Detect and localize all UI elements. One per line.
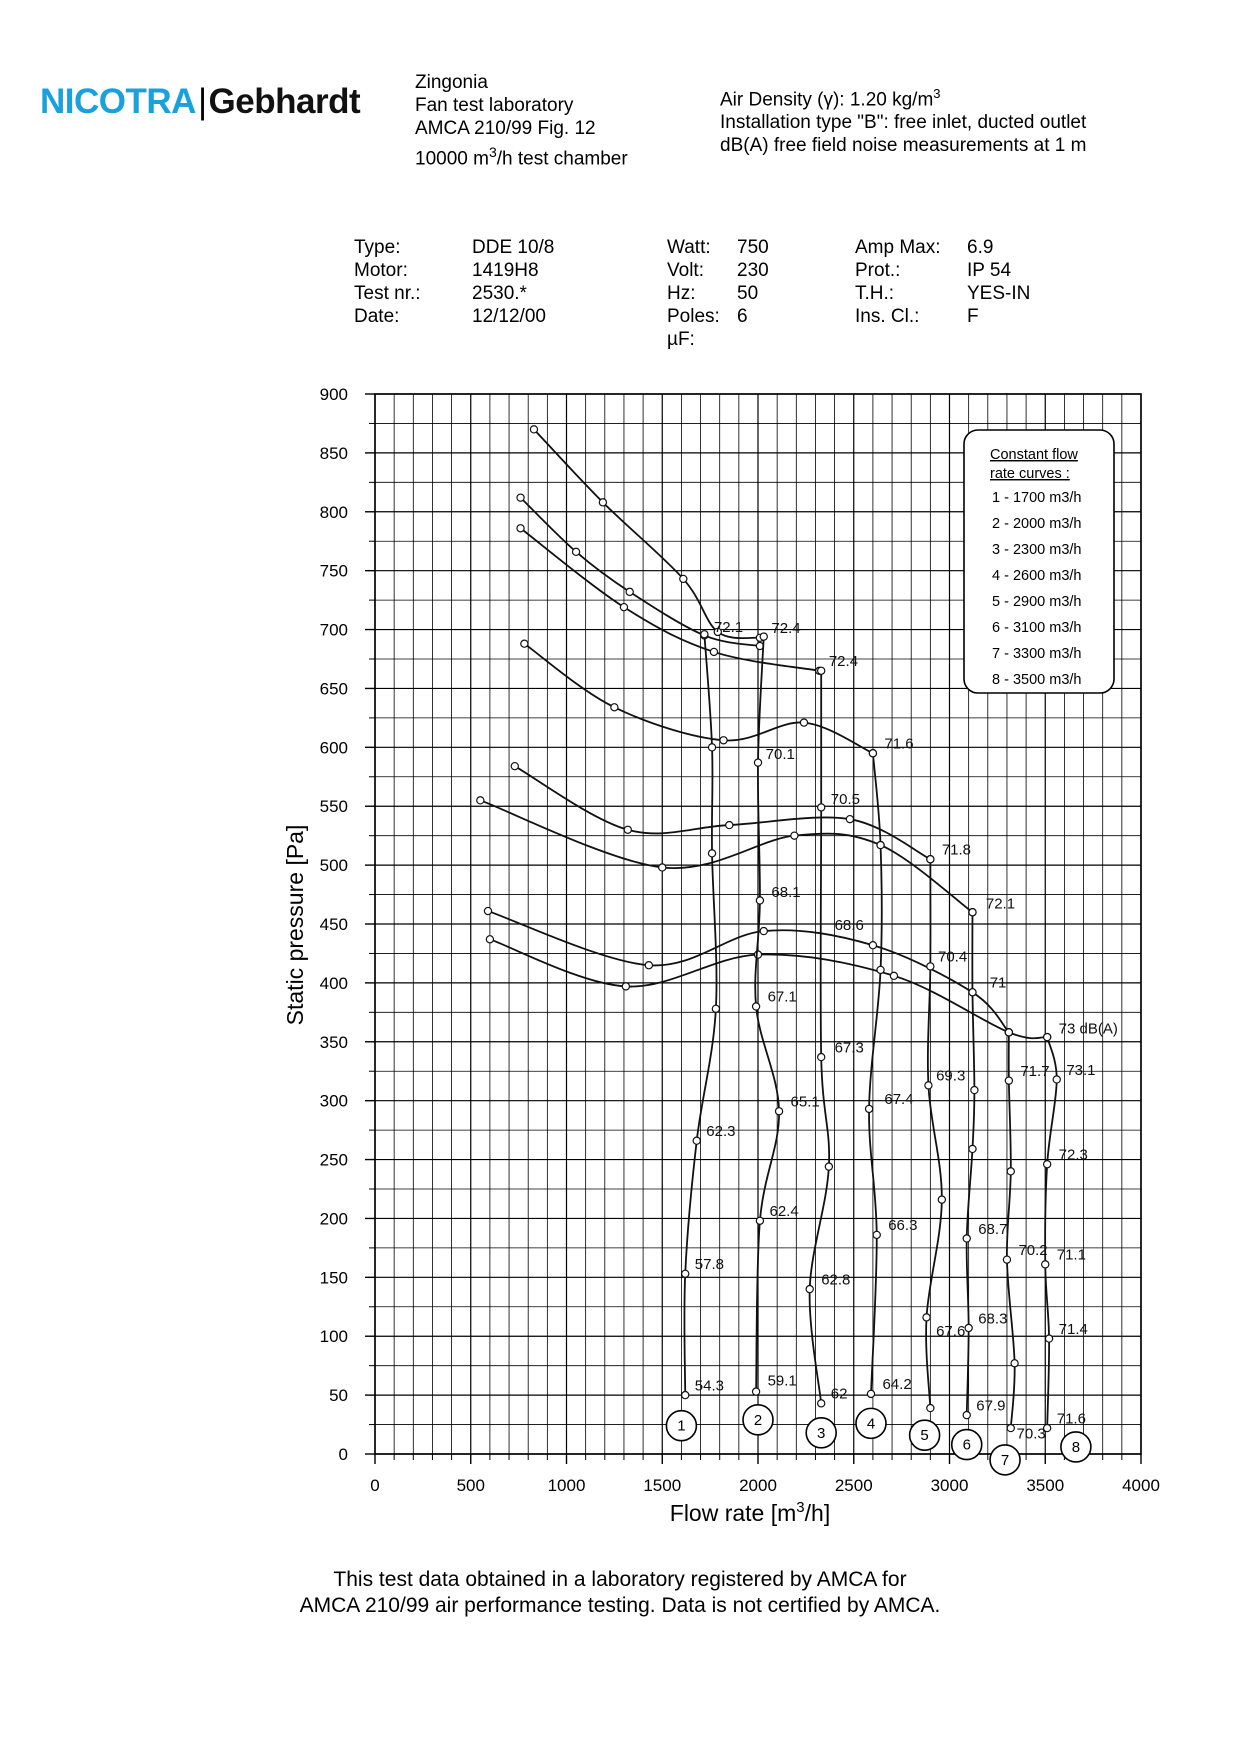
legend-entry: 1 - 1700 m3/h: [992, 490, 1082, 506]
constant-flow-curve-point: [806, 1286, 813, 1293]
constant-flow-curve-point: [701, 631, 708, 638]
constant-flow-curve-point: [873, 1231, 880, 1238]
constant-flow-curve-point: [969, 909, 976, 916]
constant-flow-curve-point: [760, 633, 767, 640]
x-axis-label: [670, 1499, 830, 1526]
spec-value-volt: 230: [737, 260, 769, 281]
legend-entry: 5 - 2900 m3/h: [992, 594, 1082, 610]
constant-flow-curve-point: [927, 1404, 934, 1411]
fan-curve-point: [521, 640, 528, 647]
constant-flow-curve-point: [867, 1390, 874, 1397]
y-tick-label: 200: [319, 1209, 348, 1229]
constant-flow-curve-point: [693, 1137, 700, 1144]
spec-label: Volt:: [667, 260, 704, 281]
y-tick-label: 650: [319, 679, 348, 699]
noise-label: 71.8: [941, 841, 972, 859]
spec-value-poles: 6: [737, 306, 748, 327]
constant-flow-curve-point: [708, 850, 715, 857]
constant-flow-curve-point: [708, 744, 715, 751]
x-tick-label: 3000: [930, 1476, 969, 1495]
spec-label: Amp Max:: [855, 237, 941, 258]
brand-name-gebhardt: Gebhardt: [208, 82, 361, 121]
constant-flow-curve-point: [927, 856, 934, 863]
noise-label: 71.1: [1056, 1246, 1086, 1264]
fan-curve-point: [846, 816, 853, 823]
spec-value-amp-max: 6.9: [967, 237, 994, 258]
y-tick-label: 50: [329, 1386, 348, 1406]
spec-value-hz: 50: [737, 283, 759, 304]
spec-label: Poles:: [667, 306, 720, 327]
fan-curve-line: [480, 800, 972, 912]
constant-flow-curve-point: [756, 897, 763, 904]
x-tick-label: 4000: [1122, 1476, 1160, 1495]
constant-flow-curve-point: [1005, 1029, 1012, 1036]
fan-curve-point: [710, 648, 717, 655]
footer-line-1: This test data obtained in a laboratory registered by AMCA for: [333, 1568, 907, 1591]
constant-flow-curve-line: [967, 912, 975, 1415]
x-tick-label: 3500: [1026, 1476, 1065, 1495]
noise-label: 70.5: [830, 790, 860, 808]
fan-curve-point: [791, 832, 798, 839]
legend-entry: 4 - 2600 m3/h: [992, 568, 1082, 584]
noise-label: 73.1: [1066, 1061, 1096, 1079]
constant-flow-curve-point: [925, 1082, 932, 1089]
fan-curve-point: [720, 737, 727, 744]
curve-marker-label: 3: [817, 1424, 826, 1442]
legend-title-line: rate curves :: [990, 466, 1070, 482]
y-tick-label: 350: [319, 1032, 348, 1052]
constant-flow-curve-point: [1044, 1033, 1051, 1040]
constant-flow-curve-point: [752, 1388, 759, 1395]
fan-curve-point: [622, 983, 629, 990]
x-tick-label: 500: [456, 1476, 485, 1495]
x-axis-label-pre: Flow rate [m: [669, 1500, 797, 1526]
x-tick-label: 1500: [643, 1476, 682, 1495]
fan-curve-point: [645, 962, 652, 969]
constant-flow-curve-line: [810, 671, 830, 1404]
constant-flow-curve-point: [818, 804, 825, 811]
x-tick-label: 2000: [739, 1476, 777, 1495]
air-density-text: Air Density (γ): 1.20 kg/m: [720, 89, 934, 111]
spec-label: Watt:: [667, 237, 711, 258]
noise-label: 62.4: [769, 1203, 799, 1221]
noise-label: 71.6: [884, 735, 914, 753]
fan-curve-point: [572, 548, 579, 555]
constant-flow-curve-line: [869, 753, 882, 1394]
constant-flow-curve-point: [938, 1196, 945, 1203]
spec-value-motor: 1419H8: [472, 260, 539, 281]
fan-curve-point: [800, 719, 807, 726]
constant-flow-curve-point: [923, 1314, 930, 1321]
legend-entry: 6 - 3100 m3/h: [992, 620, 1082, 636]
x-tick-label: 2500: [834, 1476, 873, 1495]
constant-flow-curve-point: [865, 1105, 872, 1112]
fan-curve-point: [890, 972, 897, 979]
noise-measurement: dB(A) free field noise measurements at 1 m: [720, 135, 1087, 157]
constant-flow-curve-point: [965, 1324, 972, 1331]
brand-separator: |: [197, 82, 207, 121]
spec-value-ins-cl: F: [967, 306, 979, 327]
lab-location: Zingonia: [415, 72, 488, 93]
x-tick-label: 0: [370, 1476, 380, 1495]
noise-label: 62.3: [706, 1123, 736, 1140]
spec-label: Test nr.:: [354, 283, 421, 304]
spec-label: Ins. Cl.:: [855, 306, 920, 327]
noise-label: 62.8: [821, 1271, 851, 1289]
noise-label: 72.3: [1058, 1146, 1088, 1164]
constant-flow-curve-point: [712, 1005, 719, 1012]
curve-marker-label: 6: [962, 1436, 971, 1454]
spec-label: Hz:: [667, 283, 696, 304]
spec-value-watt: 750: [737, 237, 769, 258]
constant-flow-curve-point: [1053, 1076, 1060, 1083]
constant-flow-curve-line: [1007, 1032, 1015, 1428]
fan-curve-point: [486, 936, 493, 943]
noise-label: 67.6: [936, 1323, 966, 1341]
noise-label: 71.7: [1020, 1062, 1050, 1080]
constant-flow-curve-point: [1003, 1256, 1010, 1263]
curve-marker-label: 2: [753, 1411, 763, 1429]
fan-curve-line: [515, 766, 931, 859]
spec-label: T.H.:: [855, 283, 895, 304]
fan-curve-point: [517, 525, 524, 532]
noise-label: 67.4: [884, 1091, 914, 1109]
fan-curve-line: [521, 528, 820, 671]
y-tick-label: 600: [319, 738, 348, 758]
legend-entry: 2 - 2000 m3/h: [992, 516, 1082, 532]
constant-flow-curve-point: [877, 966, 884, 973]
lab-standard: AMCA 210/99 Fig. 12: [415, 118, 596, 139]
y-tick-label: 250: [319, 1150, 348, 1170]
spec-value-prot: IP 54: [967, 260, 1012, 281]
curve-marker-label: 7: [1000, 1451, 1010, 1469]
fan-curve-point: [726, 821, 733, 828]
brand-name-nicotra: NICOTRA: [40, 82, 196, 121]
noise-label: 54.3: [694, 1377, 725, 1395]
constant-flow-curve-point: [752, 1003, 759, 1010]
fan-curve-point: [517, 494, 524, 501]
noise-label: 67.3: [834, 1039, 864, 1057]
constant-flow-curve-point: [775, 1108, 782, 1115]
fan-curve-point: [530, 426, 537, 433]
fan-curve-point: [611, 704, 618, 711]
noise-label: 70.3: [1016, 1425, 1046, 1443]
spec-label: Motor:: [354, 260, 408, 281]
noise-label: 67.1: [767, 988, 797, 1006]
constant-flow-curve-point: [877, 841, 884, 848]
noise-label: 72.1: [713, 618, 744, 636]
constant-flow-curve-point: [825, 1163, 832, 1170]
spec-value-test-nr: 2530.*: [472, 283, 527, 304]
legend-entry: 7 - 3300 m3/h: [992, 646, 1082, 662]
curve-marker-label: 8: [1071, 1438, 1081, 1456]
noise-label: 57.8: [694, 1256, 725, 1274]
constant-flow-curve-point: [818, 1053, 825, 1060]
spec-label: µF:: [667, 329, 695, 350]
constant-flow-curve-point: [682, 1270, 689, 1277]
noise-label: 71: [989, 974, 1007, 992]
spec-value-th: YES-IN: [967, 283, 1031, 304]
spec-label: Date:: [354, 306, 400, 327]
curve-marker-label: 1: [677, 1417, 686, 1435]
x-tick-label: 1000: [547, 1476, 586, 1495]
noise-label: 59.1: [767, 1372, 797, 1390]
constant-flow-curve-point: [963, 1235, 970, 1242]
constant-flow-curve-point: [818, 667, 825, 674]
constant-flow-curve-point: [969, 1145, 976, 1152]
y-tick-label: 800: [319, 502, 348, 522]
fan-curve-point: [626, 588, 633, 595]
constant-flow-curve-line: [1045, 1037, 1057, 1428]
fan-curve-point: [659, 864, 666, 871]
constant-flow-curve-point: [682, 1392, 689, 1399]
noise-label: 68.1: [771, 883, 801, 901]
noise-label: 62: [830, 1385, 848, 1403]
air-density-sup: 3: [933, 86, 941, 101]
y-axis-label: Static pressure [Pa]: [282, 824, 308, 1026]
footer-disclaimer: [0, 1567, 1240, 1619]
fan-curve-point: [680, 575, 687, 582]
y-tick-label: 300: [319, 1091, 348, 1111]
fan-curve-point: [869, 942, 876, 949]
legend-entry: 8 - 3500 m3/h: [992, 672, 1082, 688]
constant-flow-curve-point: [969, 989, 976, 996]
constant-flow-curve-point: [1044, 1161, 1051, 1168]
y-tick-label: 550: [319, 797, 348, 817]
constant-flow-curve-point: [1007, 1424, 1014, 1431]
noise-label: 66.3: [888, 1217, 918, 1235]
noise-label: 67.9: [976, 1397, 1006, 1415]
fan-curve-point: [599, 499, 606, 506]
fan-curve-point: [484, 907, 491, 914]
legend: [964, 430, 1114, 693]
x-axis-label-sup: 3: [796, 1499, 805, 1516]
noise-label: 72.4: [828, 653, 859, 671]
lab-name: Fan test laboratory: [415, 95, 574, 116]
noise-label: 71.4: [1058, 1320, 1088, 1338]
noise-label: 65.1: [790, 1093, 820, 1111]
y-tick-label: 500: [319, 856, 348, 876]
lab-chamber-sup: 3: [488, 144, 497, 160]
y-tick-label: 900: [319, 385, 348, 404]
constant-flow-curve-point: [869, 750, 876, 757]
spec-label: Prot.:: [855, 260, 901, 281]
fan-curve-line: [534, 429, 760, 638]
noise-label: 70.4: [938, 948, 968, 966]
installation-type: Installation type "B": free inlet, ducted outlet: [720, 112, 1087, 134]
constant-flow-curve-point: [963, 1412, 970, 1419]
noise-label: 73 dB(A): [1058, 1020, 1118, 1038]
footer-line-2: AMCA 210/99 air performance testing. Data is not certified by AMCA.: [299, 1594, 941, 1617]
noise-label: 71.6: [1056, 1410, 1086, 1428]
lab-chamber-pre: 10000 m: [415, 148, 489, 170]
noise-label: 69.3: [936, 1067, 966, 1085]
y-tick-label: 850: [319, 443, 348, 463]
legend-entry: 3 - 2300 m3/h: [992, 542, 1082, 558]
constant-flow-curve-point: [927, 963, 934, 970]
fan-curve-point: [624, 826, 631, 833]
fan-curve-point: [754, 951, 761, 958]
y-tick-label: 150: [319, 1268, 348, 1288]
constant-flow-curve-point: [1007, 1168, 1014, 1175]
noise-label: 64.2: [882, 1376, 912, 1394]
constant-flow-curve-point: [1042, 1261, 1049, 1268]
x-axis-label-post: /h]: [804, 1500, 831, 1526]
constant-flow-curve-point: [754, 759, 761, 766]
noise-label: 72.1: [985, 895, 1016, 913]
constant-flow-curve-point: [971, 1086, 978, 1093]
noise-label: 68.6: [834, 916, 864, 934]
fan-curve-point: [760, 927, 767, 934]
fan-curve-point: [511, 763, 518, 770]
constant-flow-curve-point: [1045, 1335, 1052, 1342]
noise-label: 68.7: [978, 1220, 1008, 1238]
spec-label: Type:: [354, 237, 401, 258]
y-tick-label: 0: [338, 1445, 348, 1464]
noise-label: 70.2: [1018, 1241, 1048, 1259]
constant-flow-curve-point: [756, 1217, 763, 1224]
noise-label: 72.4: [771, 620, 801, 638]
spec-value-type: DDE 10/8: [472, 237, 555, 258]
y-tick-label: 750: [319, 561, 348, 581]
constant-flow-curve-point: [1005, 1077, 1012, 1084]
lab-chamber-post: /h test chamber: [496, 148, 628, 170]
y-tick-label: 400: [319, 973, 348, 993]
fan-curve-point: [477, 797, 484, 804]
legend-title-line: Constant flow: [990, 447, 1078, 463]
constant-flow-curve-point: [1011, 1360, 1018, 1367]
constant-flow-curve-point: [818, 1400, 825, 1407]
y-tick-label: 450: [319, 915, 348, 934]
curve-marker-label: 4: [866, 1415, 876, 1433]
spec-value-date: 12/12/00: [472, 306, 546, 327]
noise-label: 70.1: [765, 746, 795, 764]
curve-marker-label: 5: [920, 1427, 929, 1445]
noise-label: 68.3: [978, 1310, 1008, 1328]
fan-curve-point: [620, 604, 627, 611]
y-tick-label: 100: [319, 1327, 348, 1347]
y-tick-label: 700: [319, 620, 348, 640]
